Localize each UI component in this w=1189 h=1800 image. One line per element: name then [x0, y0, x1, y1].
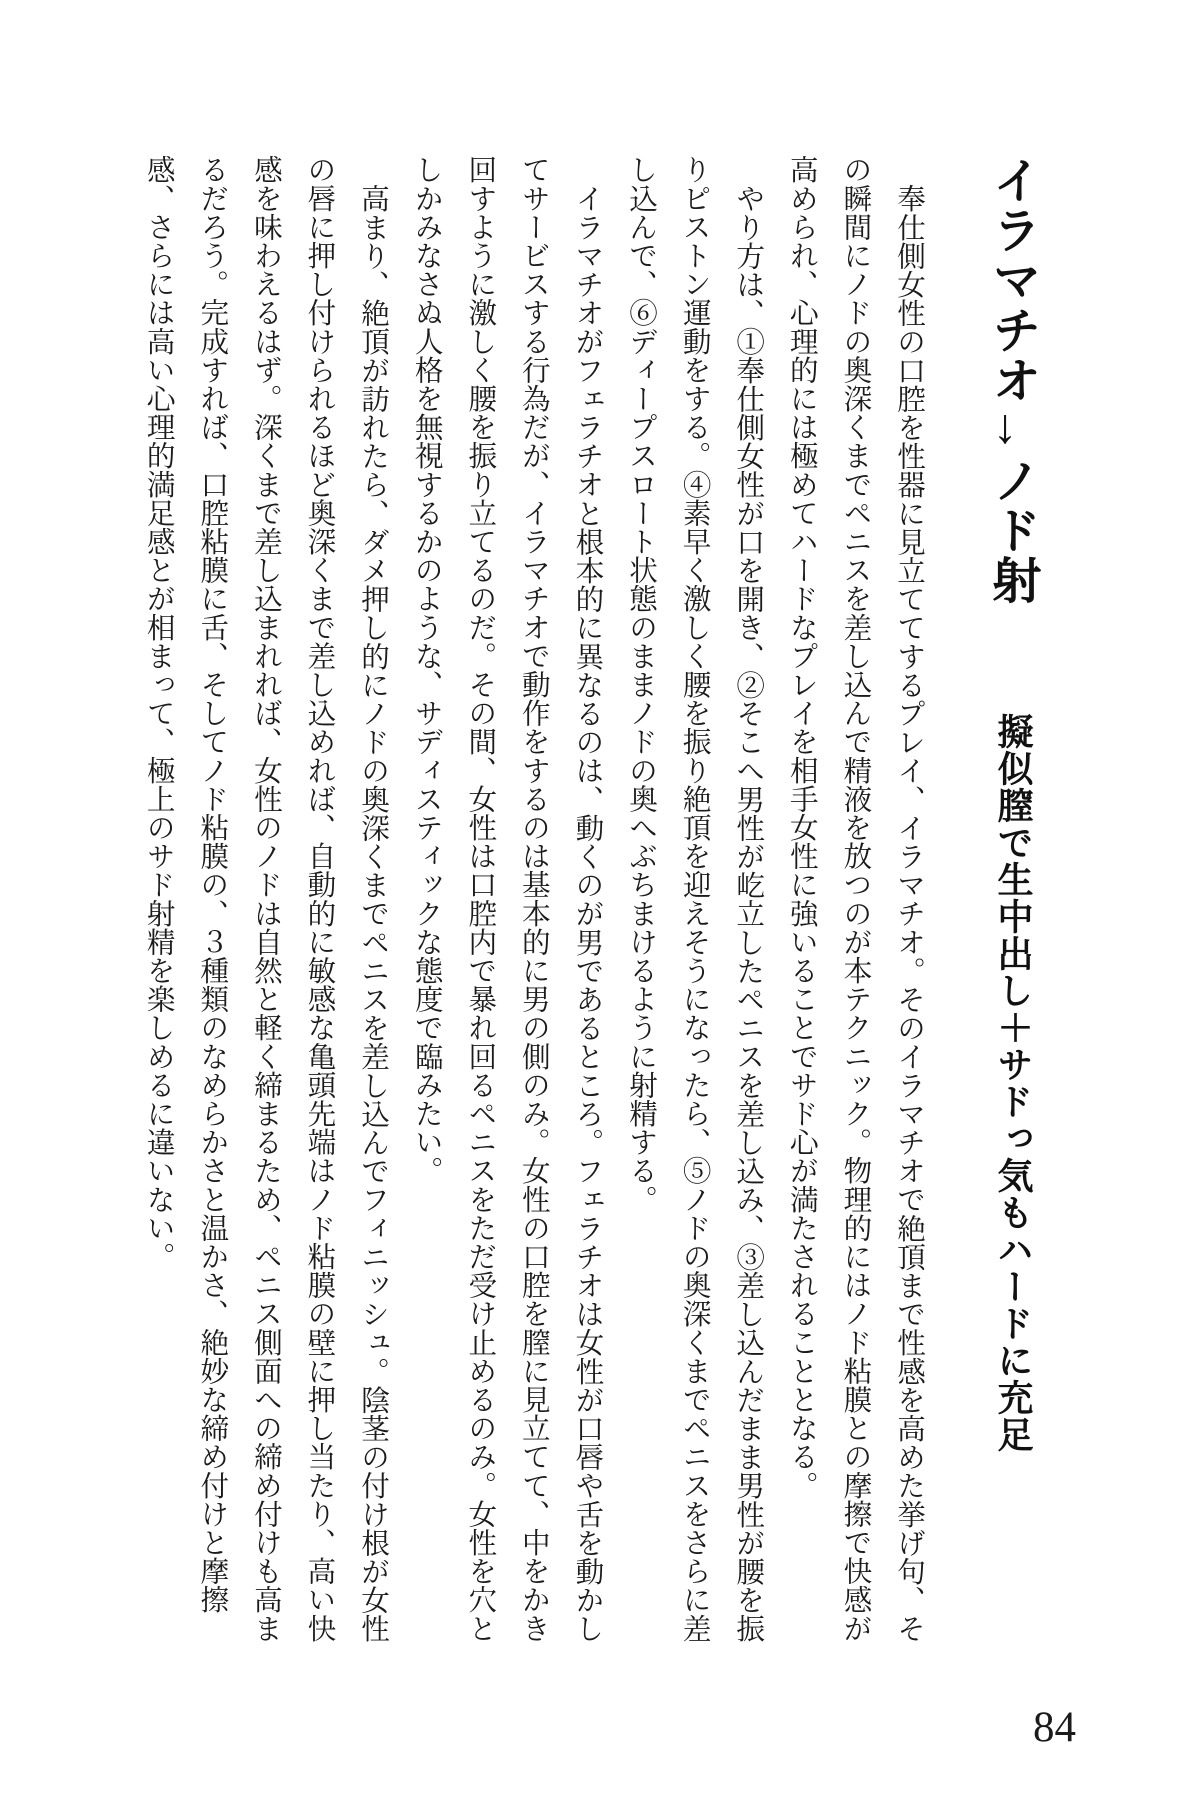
- article-paragraph: 奉仕側女性の口腔を性器に見立ててするプレイ、イラマチオ。そのイラマチオで絶頂まで性感を高めた挙げ句、その瞬間にノドの奥深くまでペニスを差し込んで精液を放つのが本テクニック。物理的にはノド粘膜との摩擦で快感が高められ、心理的には極めてハードなプレイを相手女性に強いることでサド心が満たされることとなる。: [785, 155, 924, 1643]
- page-subtitle: 擬似膣で生中出し＋サドっ気もハードに充足: [993, 713, 1034, 1453]
- article-body: [131, 155, 935, 1647]
- article-paragraph: イラマチオがフェラチオと根本的に異なるのは、動くのが男であるところ。フェラチオは女性が口唇や舌を動かしてサービスする行為だが、イラマチオで動作をするのは基本的に男の側のみ。女性の口腔を膣に見立てて、中をかき回すように激しく腰を振り立てるのだ。その間、女性は口腔内で暴れ回るペニスをただ受け止めるのみ。女性を穴としかみなさぬ人格を無視するかのような、サディスティックな態度で臨みたい。: [410, 155, 603, 1643]
- headline-column: [984, 155, 1042, 1655]
- page-number: 84: [1033, 1704, 1076, 1751]
- article-paragraph: 高まり、絶頂が訪れたら、ダメ押し的にノドの奥深くまでペニスを差し込んでフィニッシュ。陰茎の付け根が女性の唇に押し付けられるほど奥深くまで差し込めれば、自動的に敏感な亀頭先端はノド粘膜の壁に押し当たり、高い快感を味わえるはず。深くまで差し込まれれば、女性のノドは自然と軽く締まるため、ペニス側面への締め付けも高まるだろう。完成すれば、口腔粘膜に舌、そしてノド粘膜の、３種類のなめらかさと温かさ、絶妙な締め付けと摩擦感、さらには高い心理的満足感とが相まって、極上のサド射精を楽しめるに違いない。: [142, 155, 389, 1643]
- article-paragraph: やり方は、①奉仕側女性が口を開き、②そこへ男性が屹立したペニスを差し込み、③差し込んだまま男性が腰を振りピストン運動をする。④素早く激しく腰を振り絶頂を迎えそうになったら、⑤ノドの奥深くまでペニスをさらに差し込んで、⑥ディープスロート状態のままノドの奥へぶちまけるように射精する。: [625, 155, 764, 1643]
- page-title: イラマチオ→ノド射: [986, 155, 1040, 605]
